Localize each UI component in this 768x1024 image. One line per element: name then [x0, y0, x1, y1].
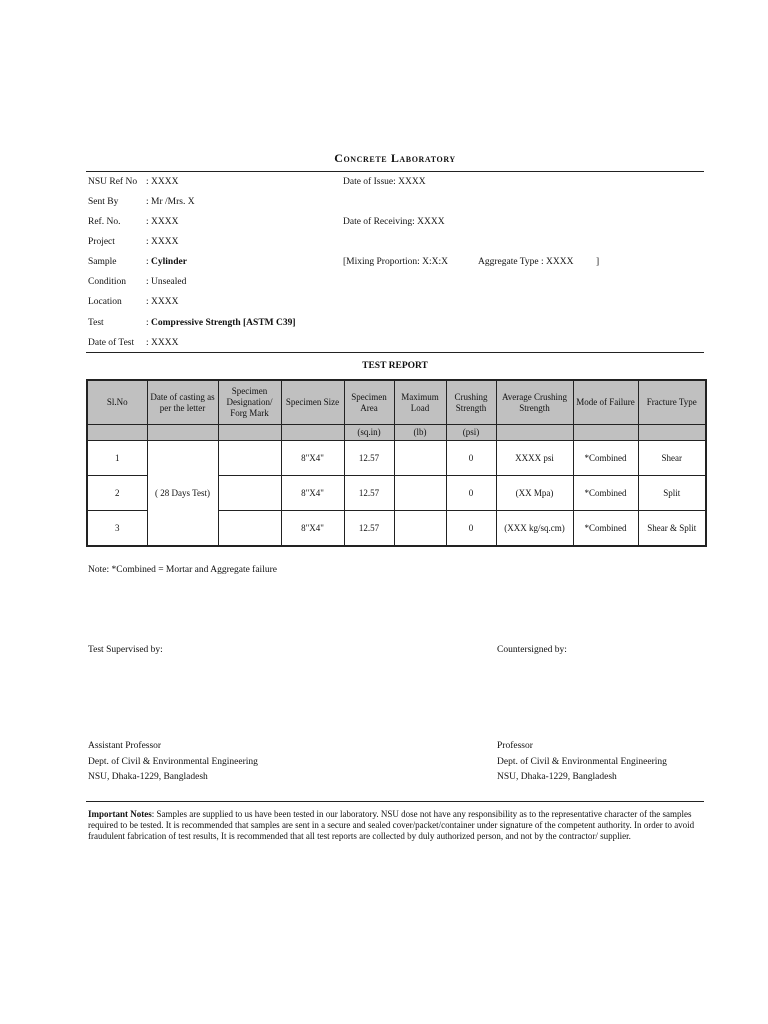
header-cell: Date of casting as per the letter [147, 380, 218, 425]
project-value: : XXXX [146, 237, 179, 247]
header-cell: Specimen Area [344, 380, 394, 425]
supervised-heading: Test Supervised by: [88, 645, 163, 655]
cell-strength: 0 [446, 476, 496, 511]
mixing-bracket-close: ] [596, 257, 600, 267]
cell-sl-no: 3 [87, 511, 147, 547]
countersigner-dept: Dept. of Civil & Environmental Engineering [497, 756, 667, 767]
cell-failure-mode: *Combined [573, 441, 638, 476]
cell-size: 8"X4" [281, 476, 344, 511]
table-row [87, 441, 706, 476]
notes-divider [86, 801, 704, 802]
sample-value-prefix: : [146, 257, 152, 267]
important-notes-text: : Samples are supplied to us have been tested in our laboratory. NSU dose not have any responsibility as to the representative character of the samples required to be tested. It is recommended that samples are sent in a secure and sealed cover/packet/container under signature of the competent authority. In order to avoid fraudulent fabrication of test results, It is recommended that all test reports are collected by duly authorized person, and not by the contractor/ supplier. [88, 809, 695, 841]
sample-value-text: Cylinder [151, 257, 187, 267]
cell-avg-strength: (XX Mpa) [496, 476, 573, 511]
cell-load [394, 476, 446, 511]
cell-fracture-type: Shear & Split [638, 511, 706, 547]
cell-sl-no: 2 [87, 476, 147, 511]
sample-value [146, 257, 187, 267]
unit-cell [573, 425, 638, 441]
test-label: Test [88, 318, 104, 328]
date-of-test-value: : XXXX [146, 338, 179, 348]
countersigner-address: NSU, Dhaka-1229, Bangladesh [497, 772, 617, 782]
cell-avg-strength: XXXX psi [496, 441, 573, 476]
project-label: Project [88, 237, 115, 247]
nsu-ref-label: NSU Ref No [88, 177, 138, 187]
cell-strength: 0 [446, 511, 496, 547]
countersigned-heading: Countersigned by: [497, 645, 567, 655]
cell-fracture-type: Split [638, 476, 706, 511]
unit-cell [638, 425, 706, 441]
page-title: Concrete Laboratory [334, 151, 456, 165]
cell-size: 8"X4" [281, 441, 344, 476]
test-value-prefix: : [146, 318, 152, 328]
cell-casting-date: ( 28 Days Test) [147, 441, 218, 547]
header-cell: Average Crushing Strength [496, 380, 573, 425]
header-cell: Sl.No [87, 380, 147, 425]
cell-designation [218, 441, 281, 476]
test-report-table [86, 379, 707, 547]
sent-by-value: : Mr /Mrs. X [146, 197, 195, 207]
important-notes [88, 809, 706, 842]
unit-cell-load: (lb) [394, 425, 446, 441]
sample-label: Sample [88, 257, 117, 267]
header-cell: Crushing Strength [446, 380, 496, 425]
header-cell: Mode of Failure [573, 380, 638, 425]
cell-area: 12.57 [344, 511, 394, 547]
header-cell: Specimen Designation/ Forg Mark [218, 380, 281, 425]
cell-failure-mode: *Combined [573, 476, 638, 511]
date-of-receiving: Date of Receiving: XXXX [343, 217, 445, 227]
supervisor-block [88, 739, 258, 786]
test-report-title: TEST REPORT [362, 361, 428, 371]
cell-size: 8"X4" [281, 511, 344, 547]
countersigner-title: Professor [497, 741, 533, 751]
unit-cell [218, 425, 281, 441]
date-of-test-label: Date of Test [88, 338, 135, 348]
ref-no-value: : XXXX [146, 217, 179, 227]
unit-cell [147, 425, 218, 441]
important-notes-label: Important Notes [88, 809, 152, 819]
unit-cell [496, 425, 573, 441]
condition-label: Condition [88, 277, 127, 287]
cell-designation [218, 476, 281, 511]
fields-divider [86, 352, 704, 353]
cell-fracture-type: Shear [638, 441, 706, 476]
supervisor-dept: Dept. of Civil & Environmental Engineering [88, 756, 258, 767]
header-cell: Fracture Type [638, 380, 706, 425]
unit-cell [281, 425, 344, 441]
unit-cell-strength: (psi) [446, 425, 496, 441]
cell-strength: 0 [446, 441, 496, 476]
aggregate-type: Aggregate Type : XXXX [478, 257, 574, 267]
unit-cell-area: (sq.in) [344, 425, 394, 441]
cell-load [394, 441, 446, 476]
header-cell: Specimen Size [281, 380, 344, 425]
countersigner-block [497, 739, 667, 786]
failure-note: Note: *Combined = Mortar and Aggregate failure [88, 565, 277, 575]
test-value [146, 318, 296, 328]
sent-by-label: Sent By [88, 197, 119, 207]
cell-designation [218, 511, 281, 547]
condition-value: : Unsealed [146, 277, 187, 287]
nsu-ref-value: : XXXX [146, 177, 179, 187]
location-value: : XXXX [146, 297, 179, 307]
test-value-text: Compressive Strength [ASTM C39] [151, 318, 296, 328]
supervisor-title: Assistant Professor [88, 741, 162, 751]
cell-avg-strength: (XXX kg/sq.cm) [496, 511, 573, 547]
header-cell: Maximum Load [394, 380, 446, 425]
location-label: Location [88, 297, 122, 307]
cell-area: 12.57 [344, 441, 394, 476]
date-of-issue: Date of Issue: XXXX [343, 177, 426, 187]
unit-cell [87, 425, 147, 441]
cell-sl-no: 1 [87, 441, 147, 476]
mixing-proportion: [Mixing Proportion: X:X:X [343, 257, 449, 267]
title-divider [86, 171, 704, 172]
supervisor-address: NSU, Dhaka-1229, Bangladesh [88, 772, 208, 782]
table-header-row [87, 380, 706, 425]
cell-area: 12.57 [344, 476, 394, 511]
ref-no-label: Ref. No. [88, 217, 121, 227]
table-units-row [87, 425, 706, 441]
cell-failure-mode: *Combined [573, 511, 638, 547]
cell-load [394, 511, 446, 547]
